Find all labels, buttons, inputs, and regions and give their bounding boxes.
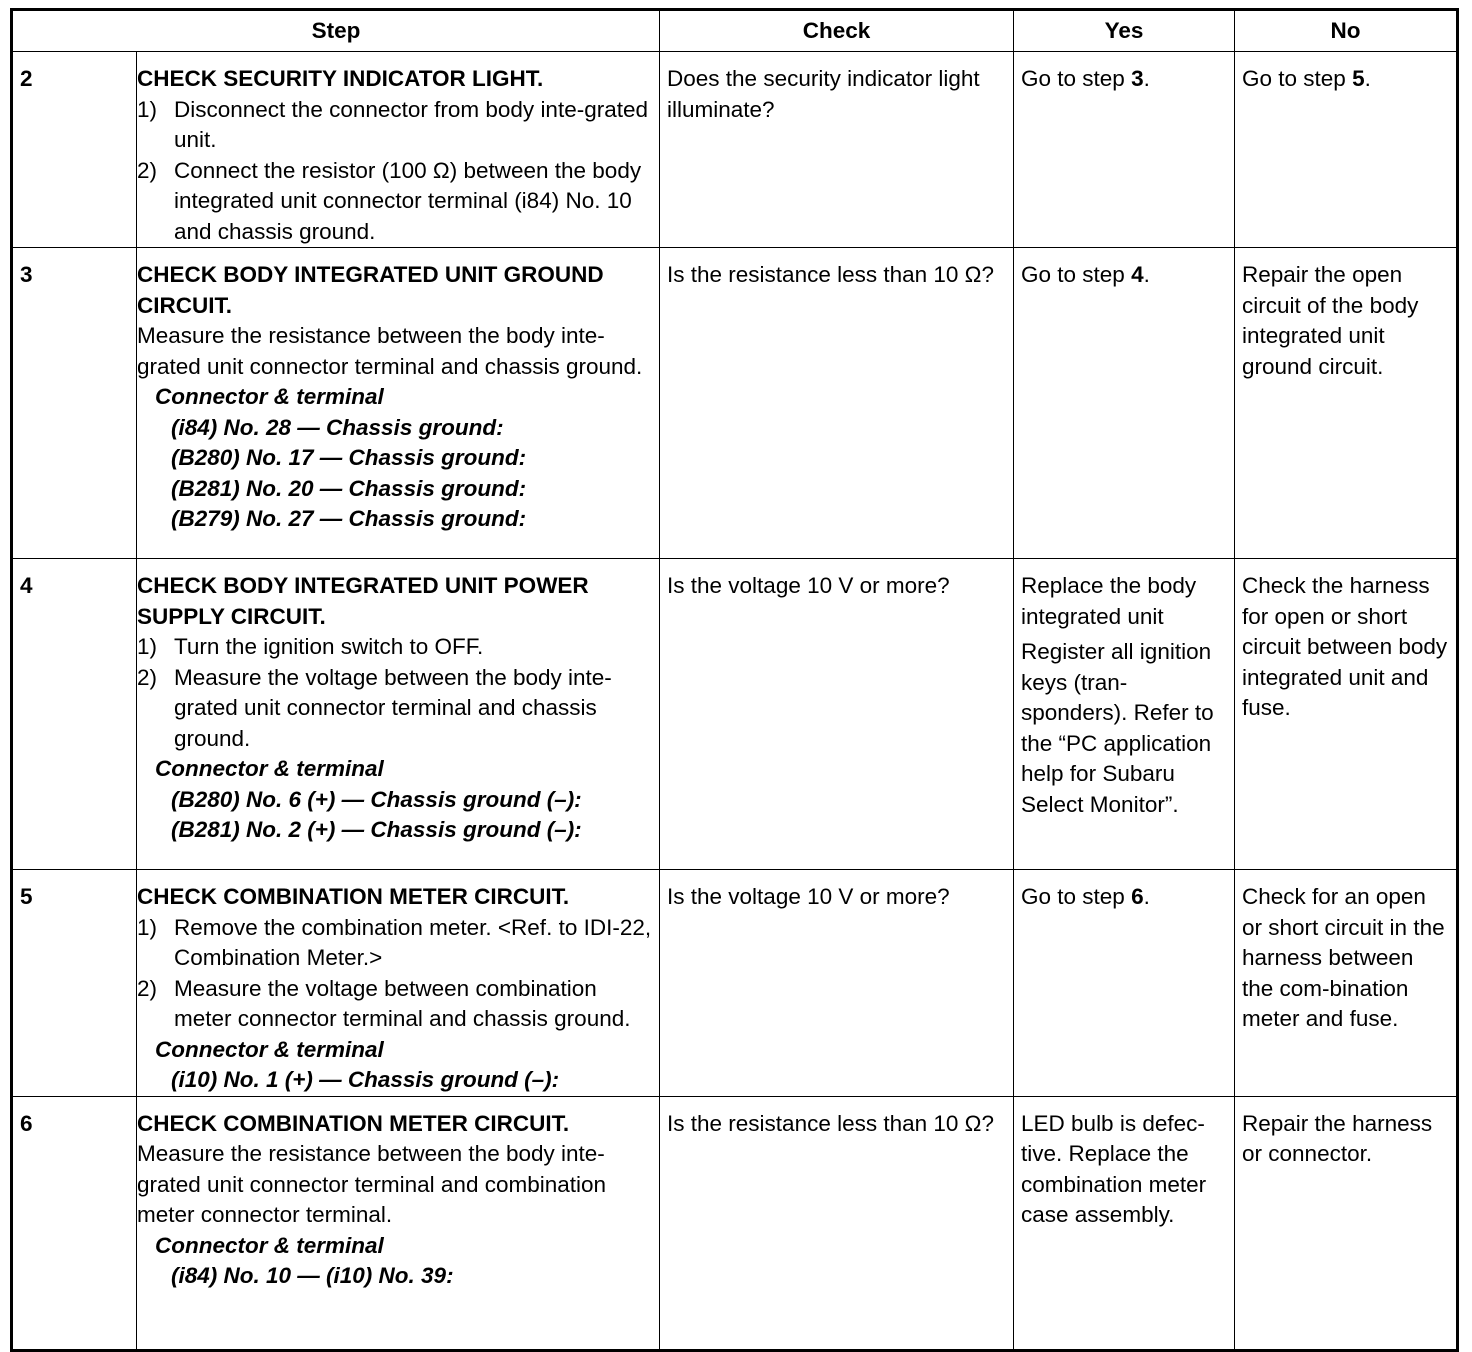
yes-text: Go to step (1021, 66, 1132, 91)
yes-suffix: . (1143, 262, 1150, 287)
connector-line: (B281) No. 2 (+) — Chassis ground (–): (171, 817, 582, 842)
step-number: 2 (12, 52, 137, 248)
instruction-text: Measure the voltage between combination meter connector terminal and chassis ground. (174, 975, 631, 1031)
instruction-number: 1) (137, 634, 158, 659)
yes-cell (1014, 52, 1235, 248)
instruction-text: Measure the voltage between the body inte-grated unit connector terminal and chassis ground. (174, 664, 612, 751)
table-row (12, 52, 1458, 248)
step-cell (137, 870, 660, 1097)
step-number: 5 (12, 870, 137, 1097)
instruction-number: 1) (137, 96, 158, 122)
check-cell: Is the resistance less than 10 Ω? (660, 248, 1014, 559)
step-cell (137, 52, 660, 248)
step-instruction (137, 663, 653, 755)
step-number: 3 (12, 248, 137, 559)
check-cell: Does the security indicator light illuminate? (660, 52, 1014, 248)
no-cell: Repair the open circuit of the body integrated unit ground circuit. (1235, 248, 1458, 559)
step-cell (137, 248, 660, 559)
table-row (12, 559, 1458, 870)
yes-cell (1014, 559, 1235, 870)
yes-text: Go to step (1021, 884, 1132, 909)
connector-line: (B281) No. 20 — Chassis ground: (171, 475, 527, 501)
instruction-number: 2) (137, 975, 158, 1001)
instruction-number: 1) (137, 914, 158, 940)
header-step: Step (12, 10, 660, 52)
step-instruction (137, 632, 653, 663)
instruction-text: Connect the resistor (100 Ω) between the body integrated unit connector terminal (i84) No. 10 and chassis ground. (174, 157, 642, 244)
step-title: CHECK SECURITY INDICATOR LIGHT. (137, 66, 544, 91)
no-cell: Repair the harness or connector. (1235, 1096, 1458, 1350)
yes-text: Go to step (1021, 262, 1132, 287)
diagnostic-table (10, 8, 1459, 1352)
yes-text: Replace the body integrated unit (1021, 573, 1197, 629)
step-cell (137, 1096, 660, 1350)
header-no: No (1235, 10, 1458, 52)
connector-line: (B280) No. 17 — Chassis ground: (171, 445, 527, 470)
instruction-text: Turn the ignition switch to OFF. (174, 634, 484, 659)
yes-step-ref: 4 (1131, 262, 1144, 287)
check-cell: Is the voltage 10 V or more? (660, 559, 1014, 870)
connector-heading: Connector & terminal (155, 1232, 384, 1258)
table-row (12, 870, 1458, 1097)
step-instruction (137, 156, 653, 248)
connector-line: (B280) No. 6 (+) — Chassis ground (–): (171, 786, 582, 812)
instruction-text: Disconnect the connector from body inte-grated unit. (174, 96, 649, 152)
yes-step-ref: 3 (1131, 66, 1144, 91)
header-check: Check (660, 10, 1014, 52)
step-instruction (137, 913, 653, 974)
connector-heading: Connector & terminal (155, 1036, 384, 1062)
connector-heading: Connector & terminal (155, 756, 384, 781)
step-cell (137, 559, 660, 870)
no-text: Go to step (1242, 66, 1353, 91)
step-description: Measure the resistance between the body inte-grated unit connector terminal and combination meter connector terminal. (137, 1141, 607, 1227)
instruction-text: Remove the combination meter. <Ref. to IDI-22, Combination Meter.> (174, 914, 652, 970)
yes-text: Register all ignition keys (tran-sponders). Refer to the “PC application help for Subaru Select Monitor”. (1021, 639, 1214, 817)
check-cell: Is the voltage 10 V or more? (660, 870, 1014, 1097)
no-cell: Check the harness for open or short circuit between body integrated unit and fuse. (1235, 559, 1458, 870)
connector-line: (B279) No. 27 — Chassis ground: (171, 506, 527, 531)
instruction-number: 2) (137, 157, 158, 183)
step-title: CHECK COMBINATION METER CIRCUIT. (137, 884, 570, 909)
yes-suffix: . (1143, 66, 1150, 91)
no-cell: Check for an open or short circuit in the harness between the com-bination meter and fuse. (1235, 870, 1458, 1097)
table-row (12, 1096, 1458, 1350)
table-row (12, 248, 1458, 559)
step-instruction (137, 974, 653, 1035)
connector-line: (i10) No. 1 (+) — Chassis ground (–): (171, 1067, 560, 1092)
connector-line: (i84) No. 10 — (i10) No. 39: (171, 1263, 454, 1288)
header-yes: Yes (1014, 10, 1235, 52)
step-title: CHECK BODY INTEGRATED UNIT GROUND CIRCUIT. (137, 262, 604, 318)
no-cell (1235, 52, 1458, 248)
instruction-number: 2) (137, 664, 158, 690)
step-description: Measure the resistance between the body inte-grated unit connector terminal and chassis ground. (137, 323, 643, 379)
step-number: 6 (12, 1096, 137, 1350)
yes-step-ref: 6 (1131, 884, 1144, 909)
step-instruction (137, 95, 653, 156)
yes-cell: LED bulb is defec-tive. Replace the combination meter case assembly. (1014, 1096, 1235, 1350)
yes-cell (1014, 248, 1235, 559)
step-number: 4 (12, 559, 137, 870)
no-step-ref: 5 (1352, 66, 1365, 91)
yes-cell (1014, 870, 1235, 1097)
header-row (12, 10, 1458, 52)
connector-heading: Connector & terminal (155, 384, 384, 409)
connector-line: (i84) No. 28 — Chassis ground: (171, 414, 504, 440)
yes-suffix: . (1143, 884, 1150, 909)
no-suffix: . (1364, 66, 1371, 91)
check-cell: Is the resistance less than 10 Ω? (660, 1096, 1014, 1350)
step-title: CHECK BODY INTEGRATED UNIT POWER SUPPLY CIRCUIT. (137, 573, 589, 629)
step-title: CHECK COMBINATION METER CIRCUIT. (137, 1110, 570, 1136)
